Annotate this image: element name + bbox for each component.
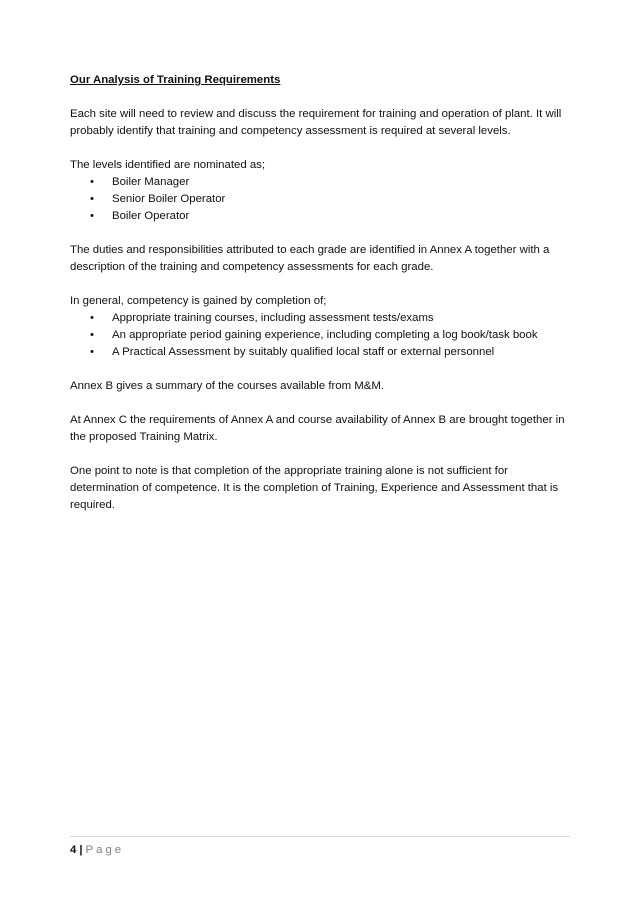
- list-item: • Appropriate training courses, including assessment tests/exams: [70, 310, 580, 327]
- page-number: 4: [70, 844, 77, 856]
- annex-c-paragraph: At Annex C the requirements of Annex A and course availability of Annex B are brought together in the proposed Training Matrix.: [70, 414, 565, 443]
- list-item: • Boiler Manager: [70, 174, 580, 191]
- levels-list: [70, 174, 580, 225]
- levels-intro-paragraph: The levels identified are nominated as;: [70, 159, 266, 171]
- competency-list: [70, 310, 580, 361]
- list-item: • Senior Boiler Operator: [70, 191, 580, 208]
- annex-b-paragraph: Annex B gives a summary of the courses available from M&M.: [70, 380, 384, 392]
- competency-intro-paragraph: In general, competency is gained by completion of;: [70, 295, 327, 307]
- duties-paragraph: The duties and responsibilities attributed to each grade are identified in Annex A together with a description of the training and competency assessments for each grade.: [70, 244, 550, 273]
- intro-paragraph: Each site will need to review and discuss the requirement for training and operation of plant. It will probably identify that training and competency assessment is required at several levels.: [70, 108, 562, 137]
- page-label: Page: [85, 844, 125, 856]
- footer-separator: |: [79, 844, 83, 856]
- section-heading: Our Analysis of Training Requirements: [70, 74, 281, 86]
- document-body: [70, 72, 580, 531]
- footer-divider: [70, 836, 570, 837]
- list-item: • A Practical Assessment by suitably qualified local staff or external personnel: [70, 344, 580, 361]
- list-item: • An appropriate period gaining experience, including completing a log book/task book: [70, 327, 580, 344]
- list-item: • Boiler Operator: [70, 208, 580, 225]
- note-paragraph: One point to note is that completion of the appropriate training alone is not sufficient for determination of competence. It is the completion of Training, Experience and Assessment that is required.: [70, 465, 559, 511]
- page-footer: [70, 842, 124, 858]
